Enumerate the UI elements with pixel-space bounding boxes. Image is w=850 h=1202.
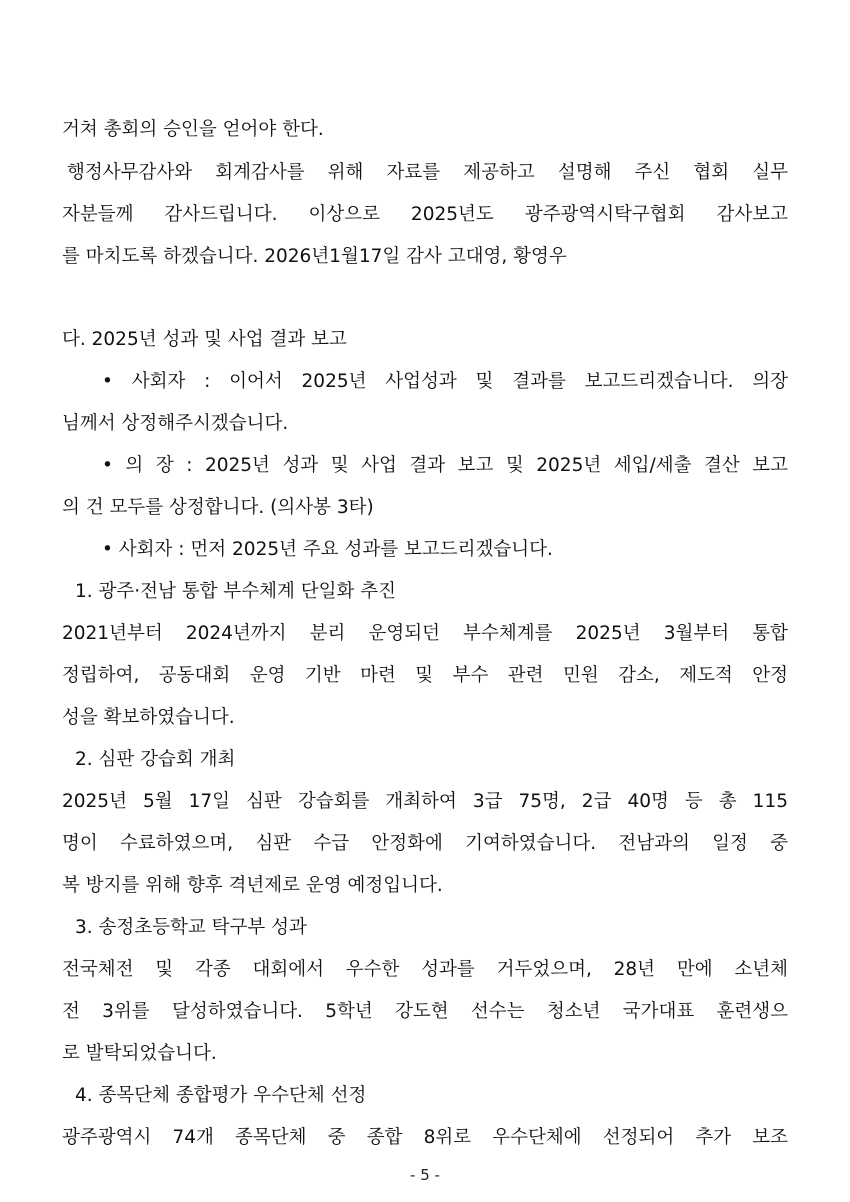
paragraph-line: 정립하여, 공동대회 운영 기반 마련 및 부수 관련 민원 감소, 제도적 안정 — [62, 665, 788, 686]
section-heading: 다. 2025년 성과 및 사업 결과 보고 — [62, 329, 347, 350]
subsection-heading: 4. 종목단체 종합평가 우수단체 선정 — [75, 1085, 367, 1106]
list-item: • 의 장 : 2025년 성과 및 사업 결과 보고 및 2025년 세입/세출 결산 보고 — [102, 455, 788, 476]
paragraph-line: 자분들께 감사드립니다. 이상으로 2025년도 광주광역시탁구협회 감사보고 — [62, 204, 788, 225]
subsection-heading: 2. 심판 강습회 개최 — [75, 749, 236, 770]
page-number: - 5 - — [410, 1166, 440, 1184]
paragraph-line: 님께서 상정해주시겠습니다. — [62, 413, 289, 434]
paragraph-line: 성을 확보하였습니다. — [62, 707, 235, 728]
paragraph-line: 의 건 모두를 상정합니다. (의사봉 3타) — [62, 497, 374, 518]
paragraph-line: 복 방지를 위해 향후 격년제로 운영 예정입니다. — [62, 875, 443, 896]
paragraph-line: 를 마치도록 하겠습니다. 2026년1월17일 감사 고대영, 황영우 — [62, 246, 567, 267]
paragraph-line: 거쳐 총회의 승인을 얻어야 한다. — [62, 119, 324, 140]
paragraph-line: 광주광역시 74개 종목단체 중 종합 8위로 우수단체에 선정되어 추가 보조 — [62, 1127, 788, 1148]
paragraph-line: 명이 수료하였으며, 심판 수급 안정화에 기여하였습니다. 전남과의 일정 중 — [62, 833, 788, 854]
paragraph-line: 로 발탁되었습니다. — [62, 1043, 217, 1064]
paragraph-line: 2021년부터 2024년까지 분리 운영되던 부수체계를 2025년 3월부터 통합 — [62, 623, 788, 644]
subsection-heading: 3. 송정초등학교 탁구부 성과 — [75, 917, 307, 938]
paragraph-line: 2025년 5월 17일 심판 강습회를 개최하여 3급 75명, 2급 40명 등 총 115 — [62, 791, 788, 812]
paragraph-line: 전 3위를 달성하였습니다. 5학년 강도현 선수는 청소년 국가대표 훈련생으 — [62, 1001, 788, 1022]
subsection-heading: 1. 광주·전남 통합 부수체계 단일화 추진 — [75, 581, 397, 602]
list-item: • 사회자 : 먼저 2025년 주요 성과를 보고드리겠습니다. — [102, 539, 553, 560]
list-item: • 사회자 : 이어서 2025년 사업성과 및 결과를 보고드리겠습니다. 의장 — [102, 371, 788, 392]
paragraph-line: 행정사무감사와 회계감사를 위해 자료를 제공하고 설명해 주신 협회 실무 — [67, 162, 788, 183]
paragraph-line: 전국체전 및 각종 대회에서 우수한 성과를 거두었으며, 28년 만에 소년체 — [62, 959, 788, 980]
